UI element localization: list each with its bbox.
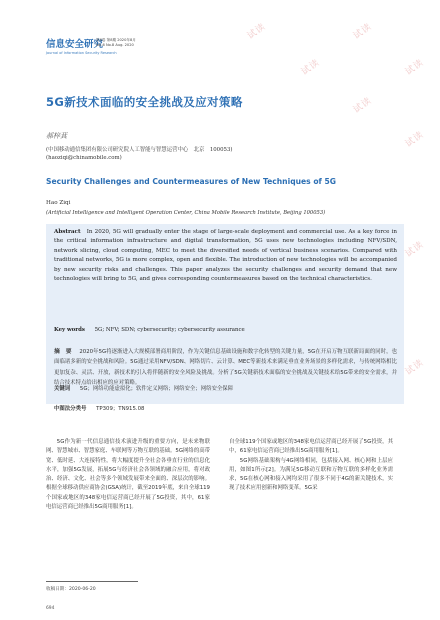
body-paragraph: 自全球119个国家或地区的348家电信运营商已经开展了5G投资，其中，61家电信运营商已经推出5G商用服务[1]。 — [229, 439, 393, 455]
keywords-zh-text: 5G；网络功能虚拟化；软件定义网络；网络安全；网络安全保障 — [79, 386, 234, 392]
abstract-en-text: In 2020, 5G will gradually enter the stage of large-scale deployment and commercial use. As a key force in the critical information infrastructure and digital transformation, 5G uses new technologies including NFV/SDN, network slicing, cloud computing, MEC to meet the diversified needs of vertical business scenarios. Compared with traditional networks, 5G is more complex, open and flexible. The introduction of new technologies will be accompanied by new security risks and challenges. This paper analyzes the security challenges and security demand that new technologies will bring to 5G, and gives corresponding countermeasures based on the technical characteristics. — [54, 229, 397, 283]
author-email: (haoziqi@chinamobile.com) — [46, 155, 122, 161]
body-column-right — [229, 438, 393, 494]
footnote-divider — [46, 581, 138, 582]
clc-label: 中图法分类号 — [54, 406, 87, 412]
watermark: 试读 — [403, 357, 426, 378]
watermark: 试读 — [403, 57, 426, 78]
watermark: 试读 — [351, 95, 374, 116]
keywords-zh-label: 关键词 — [54, 386, 71, 392]
page-number: 694 — [46, 606, 55, 611]
abstract-en-label: Abstract — [54, 229, 81, 235]
affiliation-en: (Artificial Intelligence and Intelligent Operation Center, China Mobile Research Institute, Beijing 100053) — [46, 210, 326, 216]
abstract-zh-text: 2020年5G将逐渐进入大规模部署商用阶段，作为关键信息基础设施和数字化转型的关键力量，5G在开启万物互联新局面的同时，也面临诸多新的安全挑战和风险。5G通过采用NFV/SDN、网络切片、云计算、MEC等新技术来满足垂直业务场景的多样化需求，与传统网络相比更加复杂、灵活、开放，新技术的引入将伴随新的安全风险及挑战。分析了5G关键新技术面临的安全挑战及关键技术给5G带来的安全需求，并结合技术特点给出相应的应对策略。 — [54, 349, 397, 386]
keywords-en — [54, 327, 397, 333]
body-paragraph: 5G网络基础架构与4G网络相同，包括接入网、核心网和上层应用，如图1所示[2]。为满足5G移动互联和万物互联的多样化业务需求，5G在核心网和接入网均采用了很多不同于4G的新关键技术，实现了技术应用创新和网络变革。5G采 — [229, 457, 393, 492]
clc-number — [54, 404, 397, 412]
journal-name-en: Journal of Information Security Research — [46, 51, 117, 55]
affiliation-zh: (中国移动通信集团有限公司研究院人工智能与智慧运营中心 北京 100053) — [46, 147, 233, 153]
watermark: 试读 — [403, 129, 426, 150]
abstract-zh-label: 摘 要 — [54, 349, 72, 355]
issue-line-en: Vol.6 No.8 Aug. 2020 — [96, 43, 134, 47]
issue-info — [96, 38, 136, 48]
body-column-left — [46, 438, 210, 512]
abstract-en — [54, 228, 397, 285]
author-zh: 郝梓萁 — [46, 132, 67, 140]
keywords-en-label: Key words — [54, 327, 85, 333]
watermark: 试读 — [351, 21, 374, 42]
issue-line-zh: 第6卷 第8期 2020年8月 — [96, 38, 136, 42]
keywords-zh — [54, 384, 397, 392]
abstract-zh — [54, 347, 397, 388]
journal-name: 信息安全研究 — [46, 39, 104, 50]
keywords-en-text: 5G; NFV; SDN; cybersecurity; cybersecurity assurance — [94, 327, 245, 333]
paper-title-en: Security Challenges and Countermeasures of New Techniques of 5G — [46, 177, 337, 186]
watermark: 试读 — [403, 239, 426, 260]
received-date: 收稿日期：2020-06-20 — [46, 587, 96, 592]
author-en: Hao Ziqi — [46, 200, 71, 206]
watermark: 试读 — [245, 21, 268, 42]
watermark: 试读 — [299, 57, 322, 78]
body-paragraph: 5G作为新一代信息通信技术演进升级的重要方向，是未来物联网、智慧城市、智慧家庭、车联网等万物互联的基础。5G网络的高带宽、低时延、大连接特性，将大幅度提升全社会各垂直行业的信息化水平，加强5G发展，拓展5G与经济社会各领域的融合应用，将对政治、经济、文化、社会等多个领域发展带来全面的、深层次的影响。根据全球移动供应商协会(GSA)统计，截至2019年底，来自全球119个国家或地区的348家电信运营商已经开展了5G投资，其中，61家电信运营商已经推出5G商用服务[1]。 — [46, 439, 210, 510]
paper-title-zh: 5G新技术面临的安全挑战及应对策略 — [46, 95, 243, 109]
clc-text: TP309；TN915.08 — [96, 406, 145, 412]
